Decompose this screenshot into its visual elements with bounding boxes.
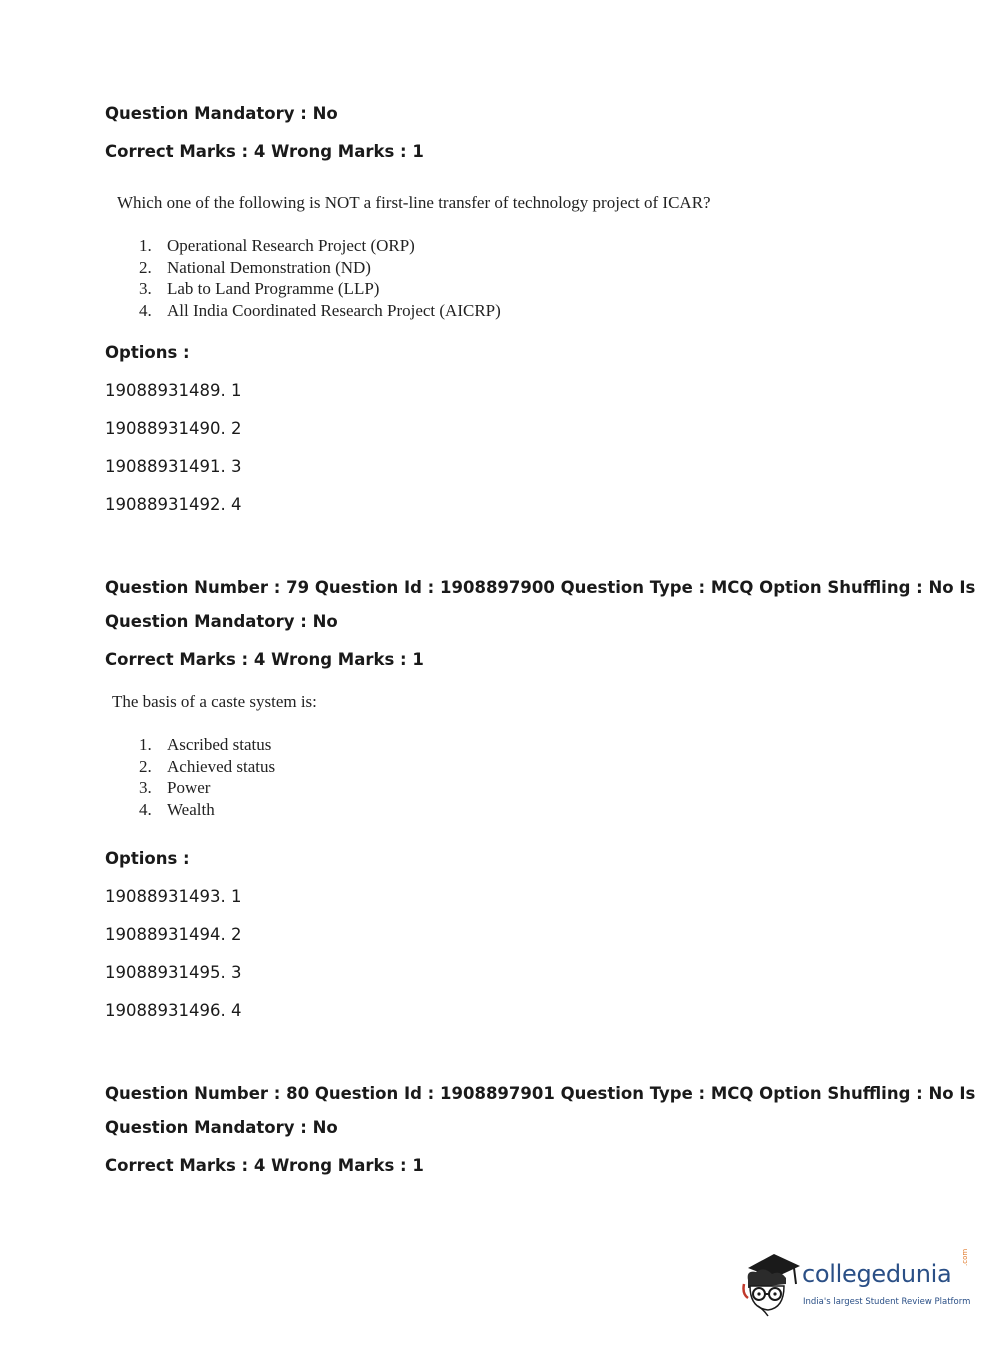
option-id: 19088931492. 4	[105, 495, 242, 514]
option-id: 19088931489. 1	[105, 381, 242, 400]
question-text: Which one of the following is NOT a first-line transfer of technology project of ICAR?	[117, 193, 711, 212]
option-id: 19088931490. 2	[105, 419, 242, 438]
question-marks: Correct Marks : 4 Wrong Marks : 1	[105, 142, 424, 161]
choice-item: 3. Lab to Land Programme (LLP)	[139, 279, 380, 298]
choice-item: 4. All India Coordinated Research Project (AICRP)	[139, 300, 501, 320]
question-mandatory: Question Mandatory : No	[105, 1118, 338, 1137]
option-id: 19088931496. 4	[105, 1001, 242, 1020]
question-header: Question Number : 80 Question Id : 1908897901 Question Type : MCQ Option Shuffling : No Is	[105, 1084, 976, 1103]
choice-item: 2. National Demonstration (ND)	[139, 257, 371, 277]
question-marks: Correct Marks : 4 Wrong Marks : 1	[105, 650, 424, 669]
logo-name: collegedunia	[802, 1260, 952, 1288]
question-header: Question Number : 79 Question Id : 1908897900 Question Type : MCQ Option Shuffling : No Is	[105, 578, 976, 597]
question-marks: Correct Marks : 4 Wrong Marks : 1	[105, 1156, 424, 1175]
logo-tagline: India's largest Student Review Platform	[803, 1297, 971, 1307]
option-id: 19088931494. 2	[105, 925, 242, 944]
options-label: Options :	[105, 343, 190, 362]
options-label: Options :	[105, 849, 190, 868]
question-choices	[139, 735, 275, 821]
option-id: 19088931491. 3	[105, 457, 242, 476]
option-id: 19088931493. 1	[105, 887, 242, 906]
question-mandatory: Question Mandatory : No	[105, 104, 338, 123]
mascot-icon	[742, 1250, 802, 1320]
choice-item: 1. Ascribed status	[139, 735, 272, 754]
option-id: 19088931495. 3	[105, 963, 242, 982]
choice-item: 3. Power	[139, 778, 211, 797]
question-text: The basis of a caste system is:	[112, 692, 317, 711]
collegedunia-logo	[742, 1250, 972, 1320]
question-choices	[139, 236, 501, 322]
choice-item: 2. Achieved status	[139, 756, 276, 776]
question-mandatory: Question Mandatory : No	[105, 612, 338, 631]
choice-item: 4. Wealth	[139, 799, 215, 819]
logo-domain-suffix: .com	[961, 1248, 969, 1266]
choice-item: 1. Operational Research Project (ORP)	[139, 236, 415, 255]
